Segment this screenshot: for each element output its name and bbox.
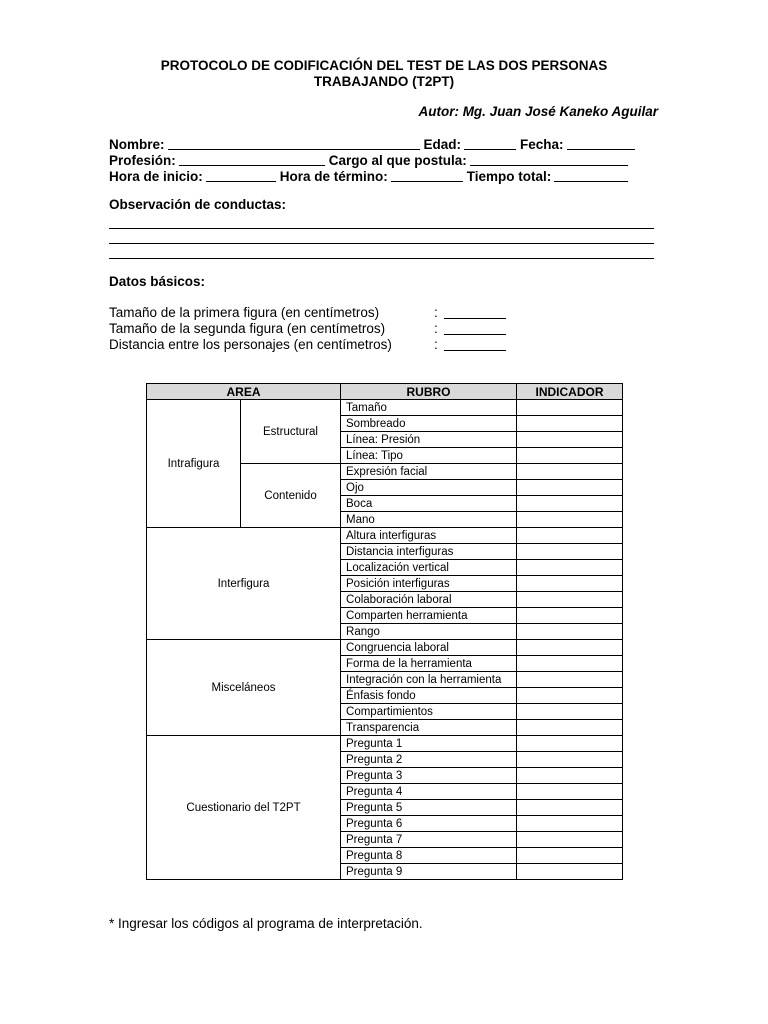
indicador-cell[interactable] bbox=[517, 848, 623, 864]
indicador-cell[interactable] bbox=[517, 400, 623, 416]
tiempo-total-label: Tiempo total: bbox=[466, 169, 552, 184]
rubro-cell: Localización vertical bbox=[341, 560, 517, 576]
observacion-title: Observación de conductas: bbox=[109, 197, 287, 212]
indicador-cell[interactable] bbox=[517, 672, 623, 688]
indicador-cell[interactable] bbox=[517, 448, 623, 464]
rubro-cell: Pregunta 7 bbox=[341, 832, 517, 848]
rubro-cell: Integración con la herramienta bbox=[341, 672, 517, 688]
datos-row bbox=[109, 305, 506, 321]
indicador-cell[interactable] bbox=[517, 688, 623, 704]
fecha-label: Fecha: bbox=[520, 137, 564, 152]
title-line-1: PROTOCOLO DE CODIFICACIÓN DEL TEST DE LAS DOS PERSONAS bbox=[160, 58, 608, 73]
cargo-label: Cargo al que postula: bbox=[328, 153, 467, 168]
rubro-cell: Rango bbox=[341, 624, 517, 640]
rubro-cell: Pregunta 6 bbox=[341, 816, 517, 832]
rubro-cell: Pregunta 8 bbox=[341, 848, 517, 864]
indicador-cell[interactable] bbox=[517, 768, 623, 784]
indicador-cell[interactable] bbox=[517, 416, 623, 432]
indicador-cell[interactable] bbox=[517, 656, 623, 672]
rubro-cell: Posición interfiguras bbox=[341, 576, 517, 592]
indicador-cell[interactable] bbox=[517, 752, 623, 768]
table-row bbox=[147, 528, 623, 544]
form-row-2 bbox=[109, 152, 654, 168]
subarea-contenido: Contenido bbox=[241, 464, 341, 528]
document-title bbox=[0, 58, 768, 90]
coding-table bbox=[146, 383, 623, 880]
indicador-cell[interactable] bbox=[517, 544, 623, 560]
indicador-cell[interactable] bbox=[517, 464, 623, 480]
hora-termino-field[interactable] bbox=[391, 169, 463, 182]
indicador-cell[interactable] bbox=[517, 512, 623, 528]
indicador-cell[interactable] bbox=[517, 576, 623, 592]
datos-title: Datos básicos: bbox=[109, 274, 206, 289]
profesion-label: Profesión: bbox=[109, 153, 176, 168]
indicador-cell[interactable] bbox=[517, 800, 623, 816]
edad-label: Edad: bbox=[423, 137, 462, 152]
hora-inicio-field[interactable] bbox=[206, 169, 276, 182]
rubro-cell: Línea: Presión bbox=[341, 432, 517, 448]
indicador-cell[interactable] bbox=[517, 496, 623, 512]
datos-field[interactable] bbox=[444, 305, 506, 319]
datos-colon: : bbox=[434, 305, 438, 320]
table-row bbox=[147, 400, 623, 416]
observacion-line-2[interactable] bbox=[109, 243, 654, 244]
profesion-field[interactable] bbox=[179, 153, 325, 166]
datos-colon: : bbox=[434, 337, 438, 352]
form-row-3 bbox=[109, 168, 654, 184]
indicador-cell[interactable] bbox=[517, 720, 623, 736]
author-line: Autor: Mg. Juan José Kaneko Aguilar bbox=[418, 104, 658, 119]
edad-field[interactable] bbox=[464, 137, 516, 150]
rubro-cell: Transparencia bbox=[341, 720, 517, 736]
rubro-cell: Pregunta 5 bbox=[341, 800, 517, 816]
indicador-cell[interactable] bbox=[517, 560, 623, 576]
rubro-cell: Pregunta 3 bbox=[341, 768, 517, 784]
indicador-cell[interactable] bbox=[517, 640, 623, 656]
indicador-cell[interactable] bbox=[517, 784, 623, 800]
header-indicador: INDICADOR bbox=[517, 384, 623, 400]
fecha-field[interactable] bbox=[567, 137, 635, 150]
indicador-cell[interactable] bbox=[517, 432, 623, 448]
datos-colon: : bbox=[434, 321, 438, 336]
cargo-field[interactable] bbox=[470, 153, 628, 166]
observacion-line-1[interactable] bbox=[109, 228, 654, 229]
nombre-field[interactable] bbox=[168, 137, 420, 150]
header-rubro: RUBRO bbox=[341, 384, 517, 400]
footnote: * Ingresar los códigos al programa de interpretación. bbox=[109, 916, 423, 931]
datos-row bbox=[109, 321, 506, 337]
rubro-cell: Expresión facial bbox=[341, 464, 517, 480]
indicador-cell[interactable] bbox=[517, 736, 623, 752]
area-interfigura: Interfigura bbox=[147, 528, 341, 640]
rubro-cell: Mano bbox=[341, 512, 517, 528]
rubro-cell: Línea: Tipo bbox=[341, 448, 517, 464]
rubro-cell: Pregunta 2 bbox=[341, 752, 517, 768]
rubro-cell: Forma de la herramienta bbox=[341, 656, 517, 672]
rubro-cell: Altura interfiguras bbox=[341, 528, 517, 544]
datos-basicos bbox=[109, 305, 506, 353]
subarea-estructural: Estructural bbox=[241, 400, 341, 464]
datos-label: Tamaño de la primera figura (en centímetros) bbox=[109, 305, 380, 320]
table-row bbox=[147, 640, 623, 656]
nombre-label: Nombre: bbox=[109, 137, 165, 152]
hora-termino-label: Hora de término: bbox=[279, 169, 388, 184]
header-area: AREA bbox=[147, 384, 341, 400]
tiempo-total-field[interactable] bbox=[554, 169, 628, 182]
observacion-line-3[interactable] bbox=[109, 258, 654, 259]
rubro-cell: Comparten herramienta bbox=[341, 608, 517, 624]
datos-label: Distancia entre los personajes (en centímetros) bbox=[109, 337, 392, 352]
rubro-cell: Boca bbox=[341, 496, 517, 512]
datos-row bbox=[109, 337, 506, 353]
rubro-cell: Ojo bbox=[341, 480, 517, 496]
area-intrafigura: Intrafigura bbox=[147, 400, 241, 528]
datos-field[interactable] bbox=[444, 321, 506, 335]
form-row-1 bbox=[109, 136, 654, 152]
area-cuestionario: Cuestionario del T2PT bbox=[147, 736, 341, 880]
rubro-cell: Énfasis fondo bbox=[341, 688, 517, 704]
table-header-row bbox=[147, 384, 623, 400]
datos-field[interactable] bbox=[444, 337, 506, 351]
datos-label: Tamaño de la segunda figura (en centímetros) bbox=[109, 321, 386, 336]
table-row bbox=[147, 736, 623, 752]
indicador-cell[interactable] bbox=[517, 832, 623, 848]
hora-inicio-label: Hora de inicio: bbox=[109, 169, 203, 184]
indicador-cell[interactable] bbox=[517, 480, 623, 496]
rubro-cell: Pregunta 9 bbox=[341, 864, 517, 880]
indicador-cell[interactable] bbox=[517, 704, 623, 720]
indicador-cell[interactable] bbox=[517, 608, 623, 624]
title-line-2: TRABAJANDO (T2PT) bbox=[313, 74, 455, 89]
identification-form bbox=[109, 136, 654, 184]
indicador-cell[interactable] bbox=[517, 528, 623, 544]
indicador-cell[interactable] bbox=[517, 592, 623, 608]
area-miscelaneos: Misceláneos bbox=[147, 640, 341, 736]
rubro-cell: Pregunta 4 bbox=[341, 784, 517, 800]
rubro-cell: Congruencia laboral bbox=[341, 640, 517, 656]
rubro-cell: Compartimientos bbox=[341, 704, 517, 720]
rubro-cell: Distancia interfiguras bbox=[341, 544, 517, 560]
rubro-cell: Pregunta 1 bbox=[341, 736, 517, 752]
indicador-cell[interactable] bbox=[517, 624, 623, 640]
rubro-cell: Tamaño bbox=[341, 400, 517, 416]
indicador-cell[interactable] bbox=[517, 864, 623, 880]
indicador-cell[interactable] bbox=[517, 816, 623, 832]
rubro-cell: Sombreado bbox=[341, 416, 517, 432]
rubro-cell: Colaboración laboral bbox=[341, 592, 517, 608]
